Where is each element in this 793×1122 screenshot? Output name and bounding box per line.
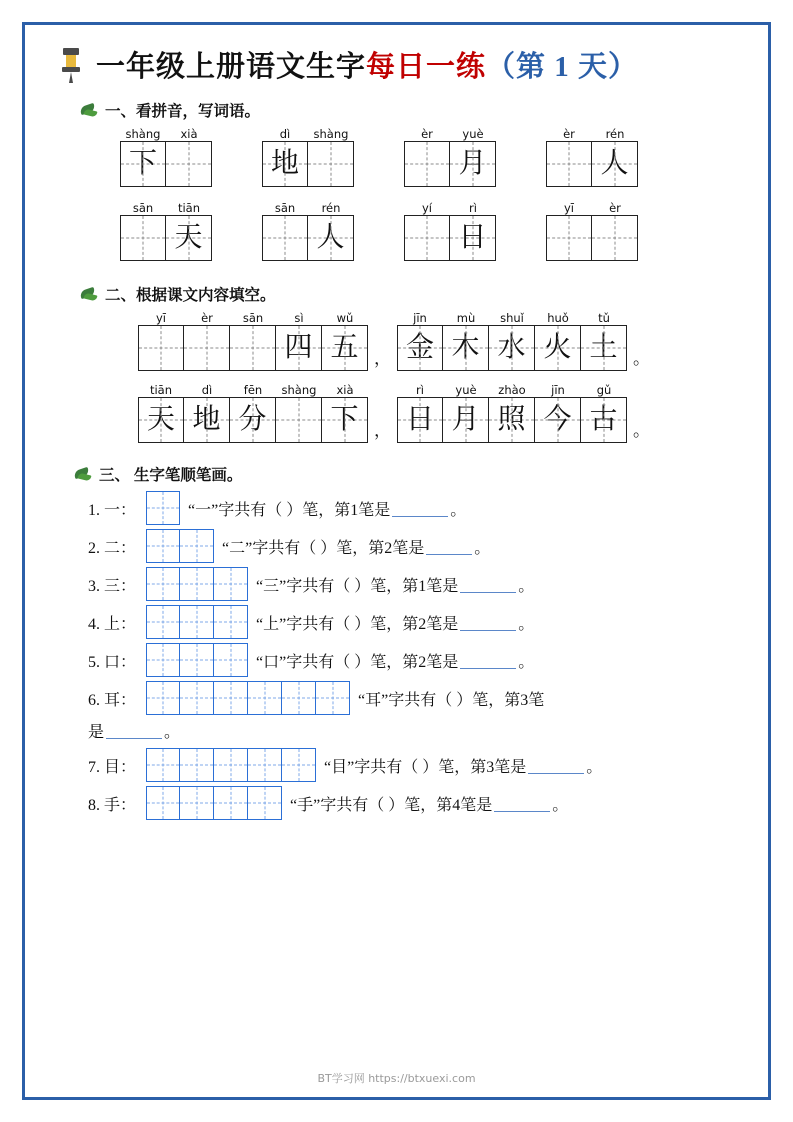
grid-cell[interactable] bbox=[262, 141, 308, 187]
answer-blank[interactable] bbox=[106, 722, 162, 739]
grid-cell[interactable] bbox=[443, 397, 489, 443]
grid-char: 古 bbox=[589, 404, 618, 435]
grid-cell[interactable] bbox=[146, 529, 180, 563]
pinyin: yī bbox=[155, 311, 166, 325]
question-number: 6. bbox=[88, 691, 100, 709]
grid-char: 土 bbox=[589, 332, 618, 363]
grid-char: 下 bbox=[128, 148, 157, 179]
grid-char: 木 bbox=[451, 332, 480, 363]
grid-char bbox=[308, 142, 353, 186]
grid-cell[interactable] bbox=[214, 567, 248, 601]
section-2-heading bbox=[78, 283, 763, 305]
pinyin: èr bbox=[421, 127, 433, 141]
pinyin: èr bbox=[201, 311, 213, 325]
sentence-right bbox=[397, 383, 627, 443]
word-group bbox=[546, 127, 638, 187]
grid-char: 天 bbox=[174, 222, 203, 253]
title-main: 一年级上册语文生字 bbox=[96, 51, 367, 83]
grid-cell[interactable] bbox=[535, 397, 581, 443]
pinyin: yuè bbox=[462, 127, 484, 141]
sentence-left bbox=[138, 311, 368, 371]
question-row: 4. 上： “上”字共有（ ）笔，第2笔是 。 bbox=[88, 605, 763, 639]
question-row: 8. 手： “手”字共有（ ）笔，第4笔是 。 bbox=[88, 786, 763, 820]
grid-cell[interactable] bbox=[146, 491, 180, 525]
pinyin: xià bbox=[180, 127, 198, 141]
grid-char: 日 bbox=[458, 222, 487, 253]
grid-cell[interactable] bbox=[184, 397, 230, 443]
word-group bbox=[120, 201, 212, 261]
quoted-char: 目 bbox=[331, 758, 348, 776]
grid-cell[interactable] bbox=[146, 748, 180, 782]
question-row: 5. 口： “口”字共有（ ）笔，第2笔是 。 bbox=[88, 643, 763, 677]
pinyin: fēn bbox=[243, 383, 263, 397]
question-end: 。 bbox=[518, 615, 535, 633]
grid-cell[interactable] bbox=[282, 681, 316, 715]
grid-cell[interactable] bbox=[138, 325, 184, 371]
grid-char bbox=[184, 326, 229, 370]
pinyin: xià bbox=[336, 383, 354, 397]
word-group bbox=[262, 127, 354, 187]
grid-cell[interactable] bbox=[120, 141, 166, 187]
grid-cell[interactable] bbox=[214, 643, 248, 677]
period: 。 bbox=[633, 349, 650, 368]
grid-cell[interactable] bbox=[535, 325, 581, 371]
grid-cell[interactable] bbox=[248, 786, 282, 820]
practice-grid[interactable] bbox=[146, 491, 180, 525]
grid-cell[interactable] bbox=[308, 215, 354, 261]
practice-grid[interactable] bbox=[146, 681, 350, 715]
grid-cell[interactable] bbox=[592, 215, 638, 261]
quoted-char: 耳 bbox=[365, 691, 382, 709]
grid-cell[interactable] bbox=[581, 397, 627, 443]
grid-cell[interactable] bbox=[404, 141, 450, 187]
grid-cell[interactable] bbox=[184, 325, 230, 371]
question-text: ”字共有（ ）笔，第2笔是 bbox=[245, 539, 425, 557]
question-char: 口 bbox=[104, 653, 121, 671]
page-title bbox=[30, 30, 763, 89]
grid-char bbox=[121, 216, 165, 260]
pinyin: wǔ bbox=[336, 311, 354, 325]
grid-char bbox=[263, 216, 307, 260]
grid-char: 水 bbox=[497, 332, 526, 363]
grid-cell[interactable] bbox=[592, 141, 638, 187]
grid-cell[interactable] bbox=[404, 215, 450, 261]
word-group bbox=[262, 201, 354, 261]
grid-char: 火 bbox=[543, 332, 572, 363]
grid-cell[interactable] bbox=[308, 141, 354, 187]
quoted-char: 二 bbox=[229, 539, 246, 557]
answer-blank[interactable] bbox=[494, 795, 550, 812]
grid-cell[interactable] bbox=[166, 141, 212, 187]
grid-char: 人 bbox=[600, 148, 629, 179]
grid-cell[interactable] bbox=[214, 605, 248, 639]
grid-char: 四 bbox=[284, 332, 313, 363]
question-row: 7. 目： “目”字共有（ ）笔，第3笔是 。 bbox=[88, 748, 763, 782]
question-char: 二 bbox=[104, 539, 121, 557]
pinyin: tǔ bbox=[598, 311, 610, 325]
grid-cell[interactable] bbox=[180, 786, 214, 820]
grid-cell[interactable] bbox=[316, 681, 350, 715]
grid-cell[interactable] bbox=[180, 643, 214, 677]
sentence-right bbox=[397, 311, 627, 371]
pinyin: shàng bbox=[313, 127, 349, 141]
pinyin: rén bbox=[321, 201, 341, 215]
grid-cell[interactable] bbox=[146, 786, 180, 820]
section-2-row-1 bbox=[138, 311, 763, 371]
grid-char: 五 bbox=[330, 332, 359, 363]
grid-cell[interactable] bbox=[443, 325, 489, 371]
question-text: ”字共有（ ）笔，第2笔是 bbox=[279, 615, 459, 633]
question-row: 1. 一： “一”字共有（ ）笔，第1笔是 。 bbox=[88, 491, 763, 525]
grid-char bbox=[139, 326, 183, 370]
pinyin: gǔ bbox=[596, 383, 612, 397]
grid-char: 下 bbox=[330, 404, 359, 435]
leaf-icon bbox=[78, 102, 100, 118]
grid-cell[interactable] bbox=[581, 325, 627, 371]
quoted-char: 手 bbox=[297, 796, 314, 814]
grid-cell[interactable] bbox=[322, 397, 368, 443]
grid-cell[interactable] bbox=[230, 325, 276, 371]
pinyin: tiān bbox=[177, 201, 201, 215]
answer-blank[interactable] bbox=[392, 500, 448, 517]
grid-cell[interactable] bbox=[397, 325, 443, 371]
grid-char bbox=[166, 142, 211, 186]
grid-char bbox=[276, 398, 321, 442]
question-row: 6. 耳： “耳”字共有（ ）笔，第3笔 bbox=[88, 681, 763, 715]
grid-cell[interactable] bbox=[180, 567, 214, 601]
grid-cell[interactable] bbox=[546, 215, 592, 261]
grid-char bbox=[230, 326, 275, 370]
grid-cell[interactable] bbox=[138, 397, 184, 443]
question-number: 7. bbox=[88, 758, 100, 776]
grid-char bbox=[405, 216, 449, 260]
grid-char: 金 bbox=[405, 332, 434, 363]
grid-cell[interactable] bbox=[120, 215, 166, 261]
grid-cell[interactable] bbox=[248, 681, 282, 715]
worksheet-page bbox=[30, 30, 763, 1092]
pinyin: sān bbox=[132, 201, 154, 215]
quote-open: “ bbox=[256, 615, 264, 633]
practice-grid[interactable] bbox=[146, 605, 248, 639]
grid-cell[interactable] bbox=[146, 681, 180, 715]
grid-cell[interactable] bbox=[262, 215, 308, 261]
period: 。 bbox=[633, 421, 650, 440]
pinyin: mù bbox=[456, 311, 476, 325]
grid-char: 天 bbox=[146, 404, 175, 435]
grid-cell[interactable] bbox=[450, 141, 496, 187]
grid-cell[interactable] bbox=[282, 748, 316, 782]
answer-blank[interactable] bbox=[460, 652, 516, 669]
answer-blank[interactable] bbox=[460, 576, 516, 593]
grid-cell[interactable] bbox=[180, 681, 214, 715]
question-number: 4. bbox=[88, 615, 100, 633]
answer-blank[interactable] bbox=[426, 538, 472, 555]
question-char: 上 bbox=[104, 615, 121, 633]
question-end: 。 bbox=[450, 501, 467, 519]
grid-char: 日 bbox=[405, 404, 434, 435]
grid-cell[interactable] bbox=[180, 529, 214, 563]
grid-char: 地 bbox=[192, 404, 221, 435]
pinyin: shuǐ bbox=[500, 311, 524, 325]
question-end: 。 bbox=[518, 653, 535, 671]
pinyin: jīn bbox=[551, 383, 565, 397]
grid-cell[interactable] bbox=[230, 397, 276, 443]
pinyin: huǒ bbox=[547, 311, 569, 325]
leaf-icon bbox=[72, 466, 94, 482]
question-text: ”字共有（ ）笔，第1笔是 bbox=[211, 501, 391, 519]
word-group bbox=[404, 127, 496, 187]
section-1-heading bbox=[78, 99, 763, 121]
question-end: 。 bbox=[586, 758, 603, 776]
question-end: 。 bbox=[164, 724, 181, 741]
grid-char bbox=[547, 142, 591, 186]
pinyin: sì bbox=[294, 311, 304, 325]
comma: ， bbox=[374, 421, 391, 440]
question-text: ”字共有（ ）笔，第2笔是 bbox=[279, 653, 459, 671]
quoted-char: 上 bbox=[263, 615, 280, 633]
title-red: 每日一练 bbox=[366, 51, 487, 83]
grid-char bbox=[592, 216, 637, 260]
section-1-row-2 bbox=[120, 201, 763, 261]
grid-cell[interactable] bbox=[214, 681, 248, 715]
quoted-char: 口 bbox=[263, 653, 280, 671]
sentence-left bbox=[138, 383, 368, 443]
grid-cell[interactable] bbox=[489, 397, 535, 443]
word-group bbox=[404, 201, 496, 261]
section-3-heading bbox=[72, 463, 763, 485]
grid-cell[interactable] bbox=[450, 215, 496, 261]
pinyin: yí bbox=[421, 201, 432, 215]
pinyin: shàng bbox=[125, 127, 161, 141]
pinyin: rì bbox=[416, 383, 424, 397]
grid-cell[interactable] bbox=[146, 643, 180, 677]
question-number: 5. bbox=[88, 653, 100, 671]
grid-cell[interactable] bbox=[180, 605, 214, 639]
section-1-row-1 bbox=[120, 127, 763, 187]
question-char: 三 bbox=[104, 577, 121, 595]
pinyin: jīn bbox=[413, 311, 427, 325]
practice-grid[interactable] bbox=[146, 529, 214, 563]
practice-grid[interactable] bbox=[146, 786, 282, 820]
question-number: 2. bbox=[88, 539, 100, 557]
quote-open: “ bbox=[290, 796, 298, 814]
practice-grid[interactable] bbox=[146, 643, 248, 677]
pinyin: sān bbox=[274, 201, 296, 215]
practice-grid[interactable] bbox=[146, 567, 248, 601]
pinyin: tiān bbox=[149, 383, 173, 397]
question-row: 3. 三： “三”字共有（ ）笔，第1笔是 。 bbox=[88, 567, 763, 601]
pinyin: shàng bbox=[281, 383, 317, 397]
question-cont-text: 是 bbox=[88, 724, 105, 741]
answer-blank[interactable] bbox=[528, 757, 584, 774]
pinyin: èr bbox=[609, 201, 621, 215]
pinyin: zhào bbox=[498, 383, 526, 397]
quote-open: “ bbox=[256, 577, 264, 595]
question-number: 8. bbox=[88, 796, 100, 814]
grid-cell[interactable] bbox=[248, 748, 282, 782]
grid-cell[interactable] bbox=[214, 786, 248, 820]
grid-char bbox=[547, 216, 591, 260]
grid-cell[interactable] bbox=[276, 325, 322, 371]
grid-cell[interactable] bbox=[166, 215, 212, 261]
word-group bbox=[120, 127, 212, 187]
pinyin: sān bbox=[242, 311, 264, 325]
comma: ， bbox=[374, 349, 391, 368]
pushpin-icon bbox=[54, 45, 88, 85]
question-text: ”字共有（ ）笔，第1笔是 bbox=[279, 577, 459, 595]
quote-open: “ bbox=[188, 501, 196, 519]
quoted-char: 一 bbox=[195, 501, 212, 519]
practice-grid[interactable] bbox=[146, 748, 316, 782]
pinyin: dì bbox=[279, 127, 291, 141]
grid-char: 人 bbox=[316, 222, 345, 253]
grid-char: 月 bbox=[458, 148, 487, 179]
question-end: 。 bbox=[518, 577, 535, 595]
answer-blank[interactable] bbox=[460, 614, 516, 631]
word-group bbox=[546, 201, 638, 261]
grid-char: 地 bbox=[270, 148, 299, 179]
quoted-char: 三 bbox=[263, 577, 280, 595]
question-continuation bbox=[88, 719, 763, 742]
grid-cell[interactable] bbox=[489, 325, 535, 371]
question-text: ”字共有（ ）笔，第3笔 bbox=[381, 691, 545, 709]
question-end: 。 bbox=[474, 539, 491, 557]
pinyin: rén bbox=[605, 127, 625, 141]
quote-open: “ bbox=[256, 653, 264, 671]
grid-cell[interactable] bbox=[146, 567, 180, 601]
grid-cell[interactable] bbox=[322, 325, 368, 371]
grid-char: 照 bbox=[497, 404, 526, 435]
section-2-row-2 bbox=[138, 383, 763, 443]
question-char: 耳 bbox=[104, 691, 121, 709]
grid-char: 分 bbox=[238, 404, 267, 435]
footer-watermark: BT学习网 https://btxuexi.com bbox=[317, 1072, 476, 1085]
question-end: 。 bbox=[552, 796, 569, 814]
question-number: 3. bbox=[88, 577, 100, 595]
grid-cell[interactable] bbox=[214, 748, 248, 782]
pinyin: rì bbox=[469, 201, 477, 215]
section-3-heading-text: 三、 生字笔顺笔画。 bbox=[99, 467, 243, 484]
quote-open: “ bbox=[358, 691, 366, 709]
question-text: ”字共有（ ）笔，第3笔是 bbox=[347, 758, 527, 776]
question-text: ”字共有（ ）笔，第4笔是 bbox=[313, 796, 493, 814]
section-2-heading-text: 二、根据课文内容填空。 bbox=[105, 287, 276, 304]
question-char: 一 bbox=[104, 501, 121, 519]
grid-char bbox=[405, 142, 449, 186]
question-row: 2. 二： “二”字共有（ ）笔，第2笔是 。 bbox=[88, 529, 763, 563]
question-char: 目 bbox=[104, 758, 121, 776]
grid-cell[interactable] bbox=[276, 397, 322, 443]
grid-cell[interactable] bbox=[146, 605, 180, 639]
grid-cell[interactable] bbox=[180, 748, 214, 782]
grid-char: 月 bbox=[451, 404, 480, 435]
pinyin: dì bbox=[201, 383, 213, 397]
pinyin: yuè bbox=[455, 383, 477, 397]
pinyin: yī bbox=[563, 201, 574, 215]
question-number: 1. bbox=[88, 501, 100, 519]
pinyin: èr bbox=[563, 127, 575, 141]
title-blue: （第 1 天） bbox=[486, 51, 639, 83]
grid-cell[interactable] bbox=[546, 141, 592, 187]
quote-open: “ bbox=[324, 758, 332, 776]
quote-open: “ bbox=[222, 539, 230, 557]
leaf-icon bbox=[78, 286, 100, 302]
grid-char: 今 bbox=[543, 404, 572, 435]
grid-cell[interactable] bbox=[397, 397, 443, 443]
section-1-heading-text: 一、看拼音，写词语。 bbox=[105, 103, 261, 120]
question-char: 手 bbox=[104, 796, 121, 814]
